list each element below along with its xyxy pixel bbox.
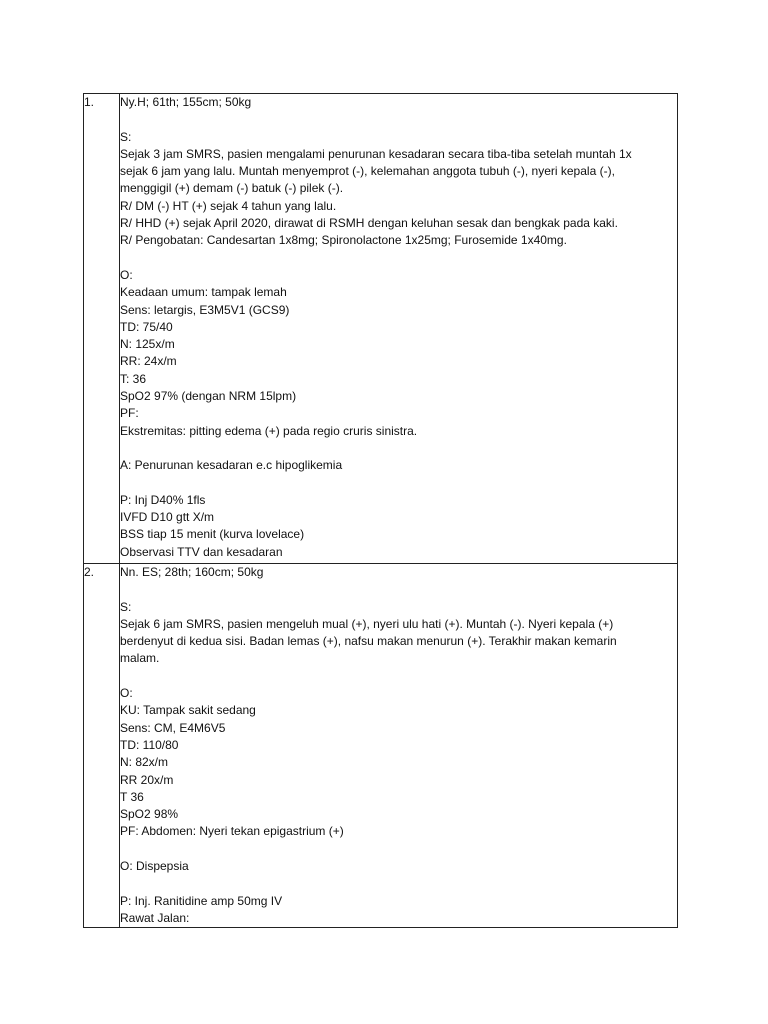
plan-line: BSS tiap 15 menit (kurva lovelace)	[120, 527, 305, 542]
temperature: T 36	[120, 789, 144, 804]
history-line: R/ HHD (+) sejak April 2020, dirawat di RSMH dengan keluhan sesak dan bengkak pada kaki.	[120, 216, 618, 231]
medication-history: R/ Pengobatan: Candesartan 1x8mg; Spironolactone 1x25mg; Furosemide 1x40mg.	[120, 233, 567, 248]
subjective-text: sejak 6 jam yang lalu. Muntah menyemprot (-), kelemahan anggota tubuh (-), nyeri kepala (-),	[120, 164, 615, 179]
objective-heading: O:	[120, 267, 133, 282]
case-content	[120, 564, 678, 928]
pulse: N: 82x/m	[120, 755, 169, 770]
subjective-text: malam.	[120, 651, 160, 666]
consciousness: Sens: letargis, E3M5V1 (GCS9)	[120, 302, 290, 317]
physical-exam-heading: PF:	[120, 406, 139, 421]
oxygen-saturation: SpO2 98%	[120, 807, 179, 822]
respiratory-rate: RR 20x/m	[120, 772, 174, 787]
plan-line: P: Inj. Ranitidine amp 50mg IV	[120, 893, 283, 908]
blood-pressure: TD: 110/80	[120, 737, 179, 752]
objective-heading: O:	[120, 686, 133, 701]
blank-line	[120, 475, 677, 492]
blank-line	[120, 875, 677, 892]
blank-line	[120, 250, 677, 267]
plan-line: P: Inj D40% 1fls	[120, 492, 206, 507]
oxygen-saturation: SpO2 97% (dengan NRM 15lpm)	[120, 389, 297, 404]
subjective-text: menggigil (+) demam (-) batuk (-) pilek (-).	[120, 181, 344, 196]
subjective-heading: S:	[120, 129, 132, 144]
subjective-text: berdenyut di kedua sisi. Badan lemas (+), nafsu makan menurun (+). Terakhir makan kemarin	[120, 634, 617, 649]
blank-line	[120, 668, 677, 685]
subjective-heading: S:	[120, 599, 132, 614]
general-condition: Keadaan umum: tampak lemah	[120, 285, 287, 300]
case-number: 1.	[84, 94, 120, 564]
blood-pressure: TD: 75/40	[120, 319, 173, 334]
assessment: O: Dispepsia	[120, 859, 189, 874]
case-number: 2.	[84, 564, 120, 928]
subjective-text: Sejak 3 jam SMRS, pasien mengalami penurunan kesadaran secara tiba-tiba setelah muntah 1x	[120, 146, 632, 161]
physical-exam-finding: Ekstremitas: pitting edema (+) pada regio cruris sinistra.	[120, 423, 418, 438]
general-condition: KU: Tampak sakit sedang	[120, 703, 256, 718]
subjective-text: Sejak 6 jam SMRS, pasien mengeluh mual (+), nyeri ulu hati (+). Muntah (-). Nyeri kepala (+)	[120, 616, 614, 631]
case-row	[84, 564, 678, 928]
plan-line: IVFD D10 gtt X/m	[120, 510, 215, 525]
case-content	[120, 94, 678, 564]
pulse: N: 125x/m	[120, 337, 175, 352]
physical-exam-finding: PF: Abdomen: Nyeri tekan epigastrium (+)	[120, 824, 344, 839]
history-line: R/ DM (-) HT (+) sejak 4 tahun yang lalu.	[120, 198, 337, 213]
consciousness: Sens: CM, E4M6V5	[120, 720, 226, 735]
plan-line: Rawat Jalan:	[120, 910, 190, 925]
case-table	[83, 93, 678, 928]
case-row	[84, 94, 678, 564]
patient-identity: Nn. ES; 28th; 160cm; 50kg	[120, 565, 264, 579]
temperature: T: 36	[120, 371, 147, 386]
blank-line	[120, 111, 677, 128]
patient-identity: Ny.H; 61th; 155cm; 50kg	[120, 95, 252, 109]
blank-line	[120, 581, 677, 598]
blank-line	[120, 440, 677, 457]
plan-line: Observasi TTV dan kesadaran	[120, 544, 283, 559]
respiratory-rate: RR: 24x/m	[120, 354, 177, 369]
blank-line	[120, 841, 677, 858]
assessment: A: Penurunan kesadaran e.c hipoglikemia	[120, 458, 343, 473]
